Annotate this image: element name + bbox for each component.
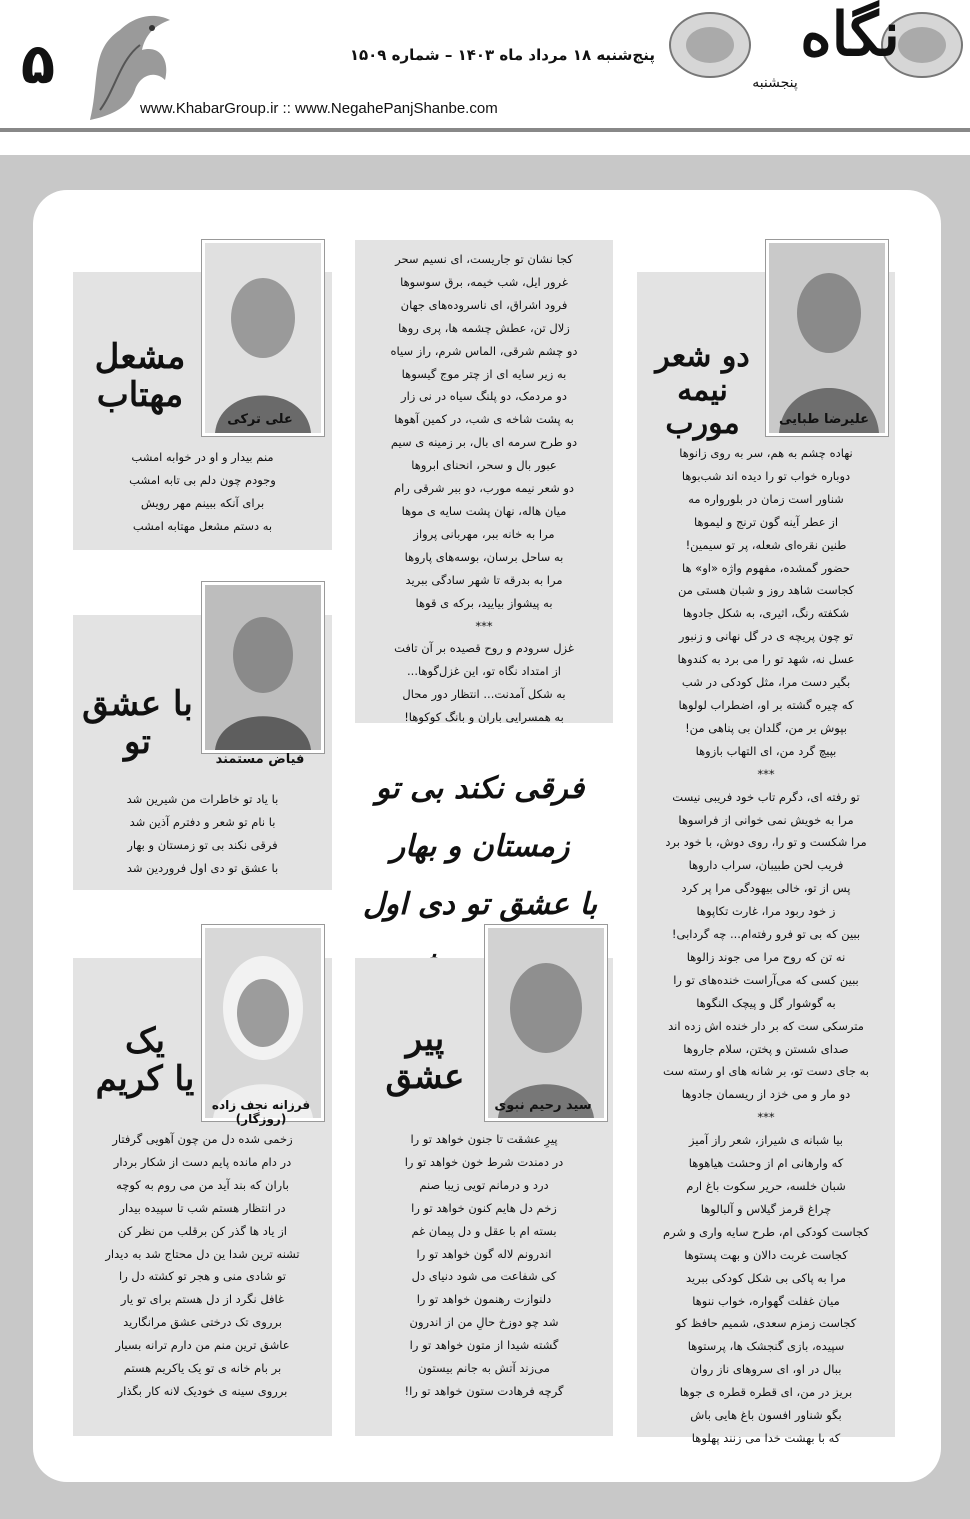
left-top-title: مشعل مهتاب [94, 337, 186, 416]
middle-bottom-poem: پیرِ عشقت تا جنون خواهد تو را در دمندت شرط خون خواهد تو را درد و درمانم تویی زیبا صنم زخم دل هایم کنون خواهد تو را بسته ام با عقل و دل پیمان غم اندرونم لاله گون خواهد تو را کی شفاعت می شود دنیای دل دلنوازت رهنمون خواهد تو را شد چو دوزخ حالِ من از اندرون گشته شیدا از متون خواهد تو را می‌زند آتش به جانم بیستون گرچه فرهادت ستون خواهد تو را! [404, 1132, 564, 1398]
masthead-subtitle: پنجشنبه [752, 75, 798, 91]
right-title: دو شعر نیمه مورب [655, 339, 750, 442]
masthead-logo: نگاه [800, 0, 900, 70]
author-photo-tabaei [766, 240, 888, 436]
portrait-icon [205, 928, 321, 1118]
calligraphy-quote: فرقی نکند بی تو زمستان و بهار با عشق تو دی اول [362, 771, 598, 922]
author-name-nabavi: سید رحیم نبوی [494, 1098, 592, 1113]
author-name-tabaei: علیرضا طبایی [778, 412, 870, 427]
author-name-mostamand: فیاض مستمند [215, 752, 305, 767]
author-name-torki: علی ترکی [227, 412, 293, 427]
portrait-icon [205, 585, 321, 750]
middle-bottom-title: پیر عشق [385, 1019, 465, 1098]
page-number: ۵ [20, 32, 56, 97]
left-bottom-title: یک یا کریم [95, 1021, 195, 1100]
issue-date: پنج‌شنبه ۱۸ مرداد ماه ۱۴۰۳ – شماره ۱۵۰۹ [349, 46, 655, 64]
author-photo-mostamand [202, 582, 324, 753]
left-top-poem: منم بیدار و او در خوابه امشب وجودم چون دلم بی تابه امشب برای آنکه ببینم مهر رویش به دستم مشعل مهتابه امشب [129, 450, 276, 533]
page-header [0, 0, 970, 140]
portrait-icon [205, 243, 321, 433]
middle-poem: کجا نشان تو جاریست، ای نسیم سحر غرور ایل، شب خیمه، برق سوسوها فرود اشراق، ای ناسروده‌های جهان زلال تن، عطش چشمه ها، پری روها دو چشم شرقی، الماس شرم، راز سیاه به زیر سایه ای از چتر موج گیسوها دو مردمک، دو پلنگ سیاه در نی زار به پشت شاخه ی شب، در کمین آهوها دو طرح سرمه ای بال، بر زمینه ی سیم عبور بال و سحر، انحنای ابروها دو شعر نیمه مورب، دو ببر شرقی رام میان هاله، نهان پشت سایه ی موها مرا به خانه ببر، مهربانی پرواز به ساحل برسان، بوسه‌های پاروها مرا به بدرقه تا شهر سادگی ببرید به پیشواز بیایید، برکه ی قوها *** غزل سرودم و روح قصیده بر آن تافت از امتداد نگاه تو، این غزل‌گوها... به شکل آمدنت... انتظار دور محال به همسرایی باران و بانگ کوکوها! [390, 252, 578, 725]
right-poem: نهاده چشم به هم، سر به روی زانوها دوباره خواب تو را دیده اند شب‌بوها شناور است زمان در بلورواره مه از عطر آینه گون ترنج و لیموها طنین نقره‌ای شعله، پر تو سیمین! حضور گمشده، مفهوم واژه «او» ها کجاست شاهد روز و شبان هستی من شکفته رنگ، اثیری، به شکل جادوها تو چون پریچه ی در گل نهانی و زنبور عسل نه، شهد تو را می برد به کندوها بگیر دست مرا، مثل کودکی در شب که چیره گشته بر او، اضطراب لولوها بپوش بر من، گلدان بی پناهی من! بپیچ گرد من، ای التهاب بازوها *** تو رفته ای، دگرم تاب خود فریبی نیست مرا به خویش نمی خوانی از فراسوها مرا شکست و تو را، روی دوش، با خود برد فریب لحن طبیبان، سراب داروها پس از تو، خالی بیهودگی مرا پر کرد ز خود ربود مرا، غارت تکاپوها ببین که بی تو فرو رفته‌ام... چه گردابی! نه تن که روح مرا می جوند زالوها ببین کسی که می‌آراست خنده‌های تو را به گوشوار گل و پیچک النگوها مترسکی ست که بر دار خنده اش زده اند صدای شستن و پختن، سلام جاروها به جای دست تو، بر شانه های او رسته ست دو مار و می خزد از ریسمان جادوها *** بیا شبانه ی شیراز، شعر راز آمیز که وارهانی ام از وحشت هیاهوها شبان خلسه، حریر سکوت باغ ارم چراغ قرمز گیلاس و آلبالوها کجاست کودکی ام، طرح سایه واری و شرم کجاست غربت دالان و بهت پستوها مرا به پاکی بی شکل کودکی ببرید میان غفلت گهواره، خواب ننوها کجاست زمزم سعدی، شمیم حافظ کو سپیده، بازی گنجشک ها، پرستوها ببال در او، ای سروهای ناز روان بریز در من، ای قطره قطره ی جوها بگو شناور افسون باغ هایی باش که با بهشت خدا می زنند پهلوها [663, 446, 869, 1445]
portrait-icon [769, 243, 885, 433]
author-name-najafzadeh: فرزانه نجف زاده (روزگار) [211, 1098, 311, 1126]
left-bottom-poem: زخمی شده دل من چون آهویی گرفتار در دام مانده پایم دست از شکار بردار باران که بند آید من می روم به کوچه در انتظار هستم شب تا سپیده بیدار از یاد ها گذر کن برقلب من نظر کن تشنه ترین شدا ین دل محتاج شد به دیدار تو شادی منی و هجر تو کشته دل را غافل نگرد از دل هستم برای تو یار برروی تک درختی عشق مرانگارید عاشق ترین منم من دارم ترانه بسیار بر بام خانه ی تو یک یاکریم هستم برروی سینه ی خودیک لانه کار بگذار [105, 1132, 300, 1398]
portrait-icon [488, 928, 604, 1118]
website-urls[interactable]: www.KhabarGroup.ir :: www.NegahePanjShanbe.com [140, 100, 498, 117]
left-mid-title: با عشق تو [82, 684, 193, 763]
left-mid-poem: با یاد تو خاطرات من شیرین شد با نام تو شعر و دفترم آذین شد فرقی نکند بی تو زمستان و بهار با عشق تو دی اول فروردین شد [126, 792, 279, 875]
author-photo-torki [202, 240, 324, 436]
author-photo-nabavi [485, 925, 607, 1121]
header-divider [0, 128, 970, 132]
author-photo-najafzadeh [202, 925, 324, 1121]
